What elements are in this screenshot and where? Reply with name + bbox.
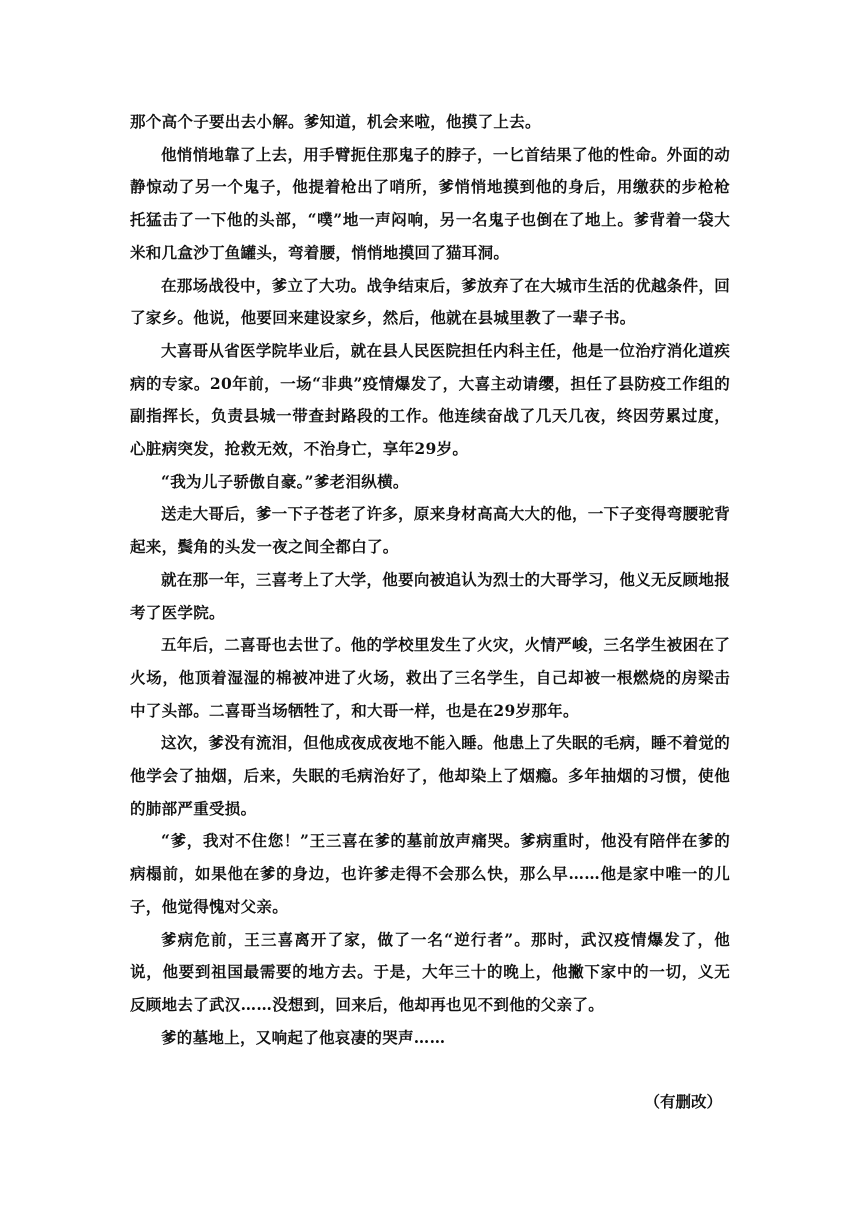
paragraph-5: “我为儿子骄傲自豪。”爹老泪纵横。: [161, 471, 409, 491]
paragraph-3: 在那场战役中，爹立了大功。战争结束后，爹放弃了在大城市生活的优越条件，回了家乡。他说，他要回来建设家乡，然后，他就在县城里教了一辈子书。: [130, 275, 730, 328]
paragraph-12: 爹的墓地上，又响起了他哀凄的哭声……: [161, 1027, 446, 1047]
paragraph-7: 就在那一年，三喜考上了大学，他要向被追认为烈士的大哥学习，他义无反顾地报考了医学院。: [130, 569, 730, 622]
paragraph-10: “爹，我对不住您！”王三喜在爹的墓前放声痛哭。爹病重时，他没有陪伴在爹的病榻前，如果他在爹的身边，也许爹走得不会那么快，那么早……他是家中唯一的儿子，他觉得愧对父亲。: [130, 831, 730, 916]
paragraph-6: 送走大哥后，爹一下子苍老了许多，原来身材高高大大的他，一下子变得弯腰驼背起来，鬓角的头发一夜之间全都白了。: [130, 504, 730, 557]
paragraph-2: 他悄悄地靠了上去，用手臂扼住那鬼子的脖子，一匕首结果了他的性命。外面的动静惊动了另一个鬼子，他提着枪出了哨所，爹悄悄地摸到他的身后，用缴获的步枪枪托猛击了一下他的头部，“噗”地一声闷响，另一名鬼子也倒在了地上。爹背着一袋大米和几盒沙丁鱼罐头，弯着腰，悄悄地摸回了猫耳洞。: [130, 144, 730, 262]
edit-note: （有删改）: [644, 1092, 722, 1111]
article-body: [130, 106, 730, 1054]
paragraph-9: 这次，爹没有流泪，但他成夜成夜地不能入睡。他患上了失眠的毛病，睡不着觉的他学会了抽烟，后来，失眠的毛病治好了，他却染上了烟瘾。多年抽烟的习惯，使他的肺部严重受损。: [130, 733, 730, 818]
paragraph-1: 那个高个子要出去小解。爹知道，机会来啦，他摸了上去。: [130, 112, 541, 131]
paragraph-11: 爹病危前，王三喜离开了家，做了一名“逆行者”。那时，武汉疫情爆发了，他说，他要到祖国最需要的地方去。于是，大年三十的晚上，他撇下家中的一切，义无反顾地去了武汉……没想到，回来后，他却再也见不到他的父亲了。: [130, 929, 730, 1014]
paragraph-4: 大喜哥从省医学院毕业后，就在县人民医院担任内科主任，他是一位治疗消化道疾病的专家。20年前，一场“非典”疫情爆发了，大喜主动请缨，担任了县防疫工作组的副指挥长，负责县城一带查封路段的工作。他连续奋战了几天几夜，终因劳累过度，心脏病突发，抢救无效，不治身亡，享年29岁。: [130, 340, 730, 459]
paragraph-8: 五年后，二喜哥也去世了。他的学校里发生了火灾，火情严峻，三名学生被困在了火场，他顶着湿湿的棉被冲进了火场，救出了三名学生，自己却被一根燃烧的房梁击中了头部。二喜哥当场牺牲了，和大哥一样，也是在29岁那年。: [130, 635, 730, 720]
